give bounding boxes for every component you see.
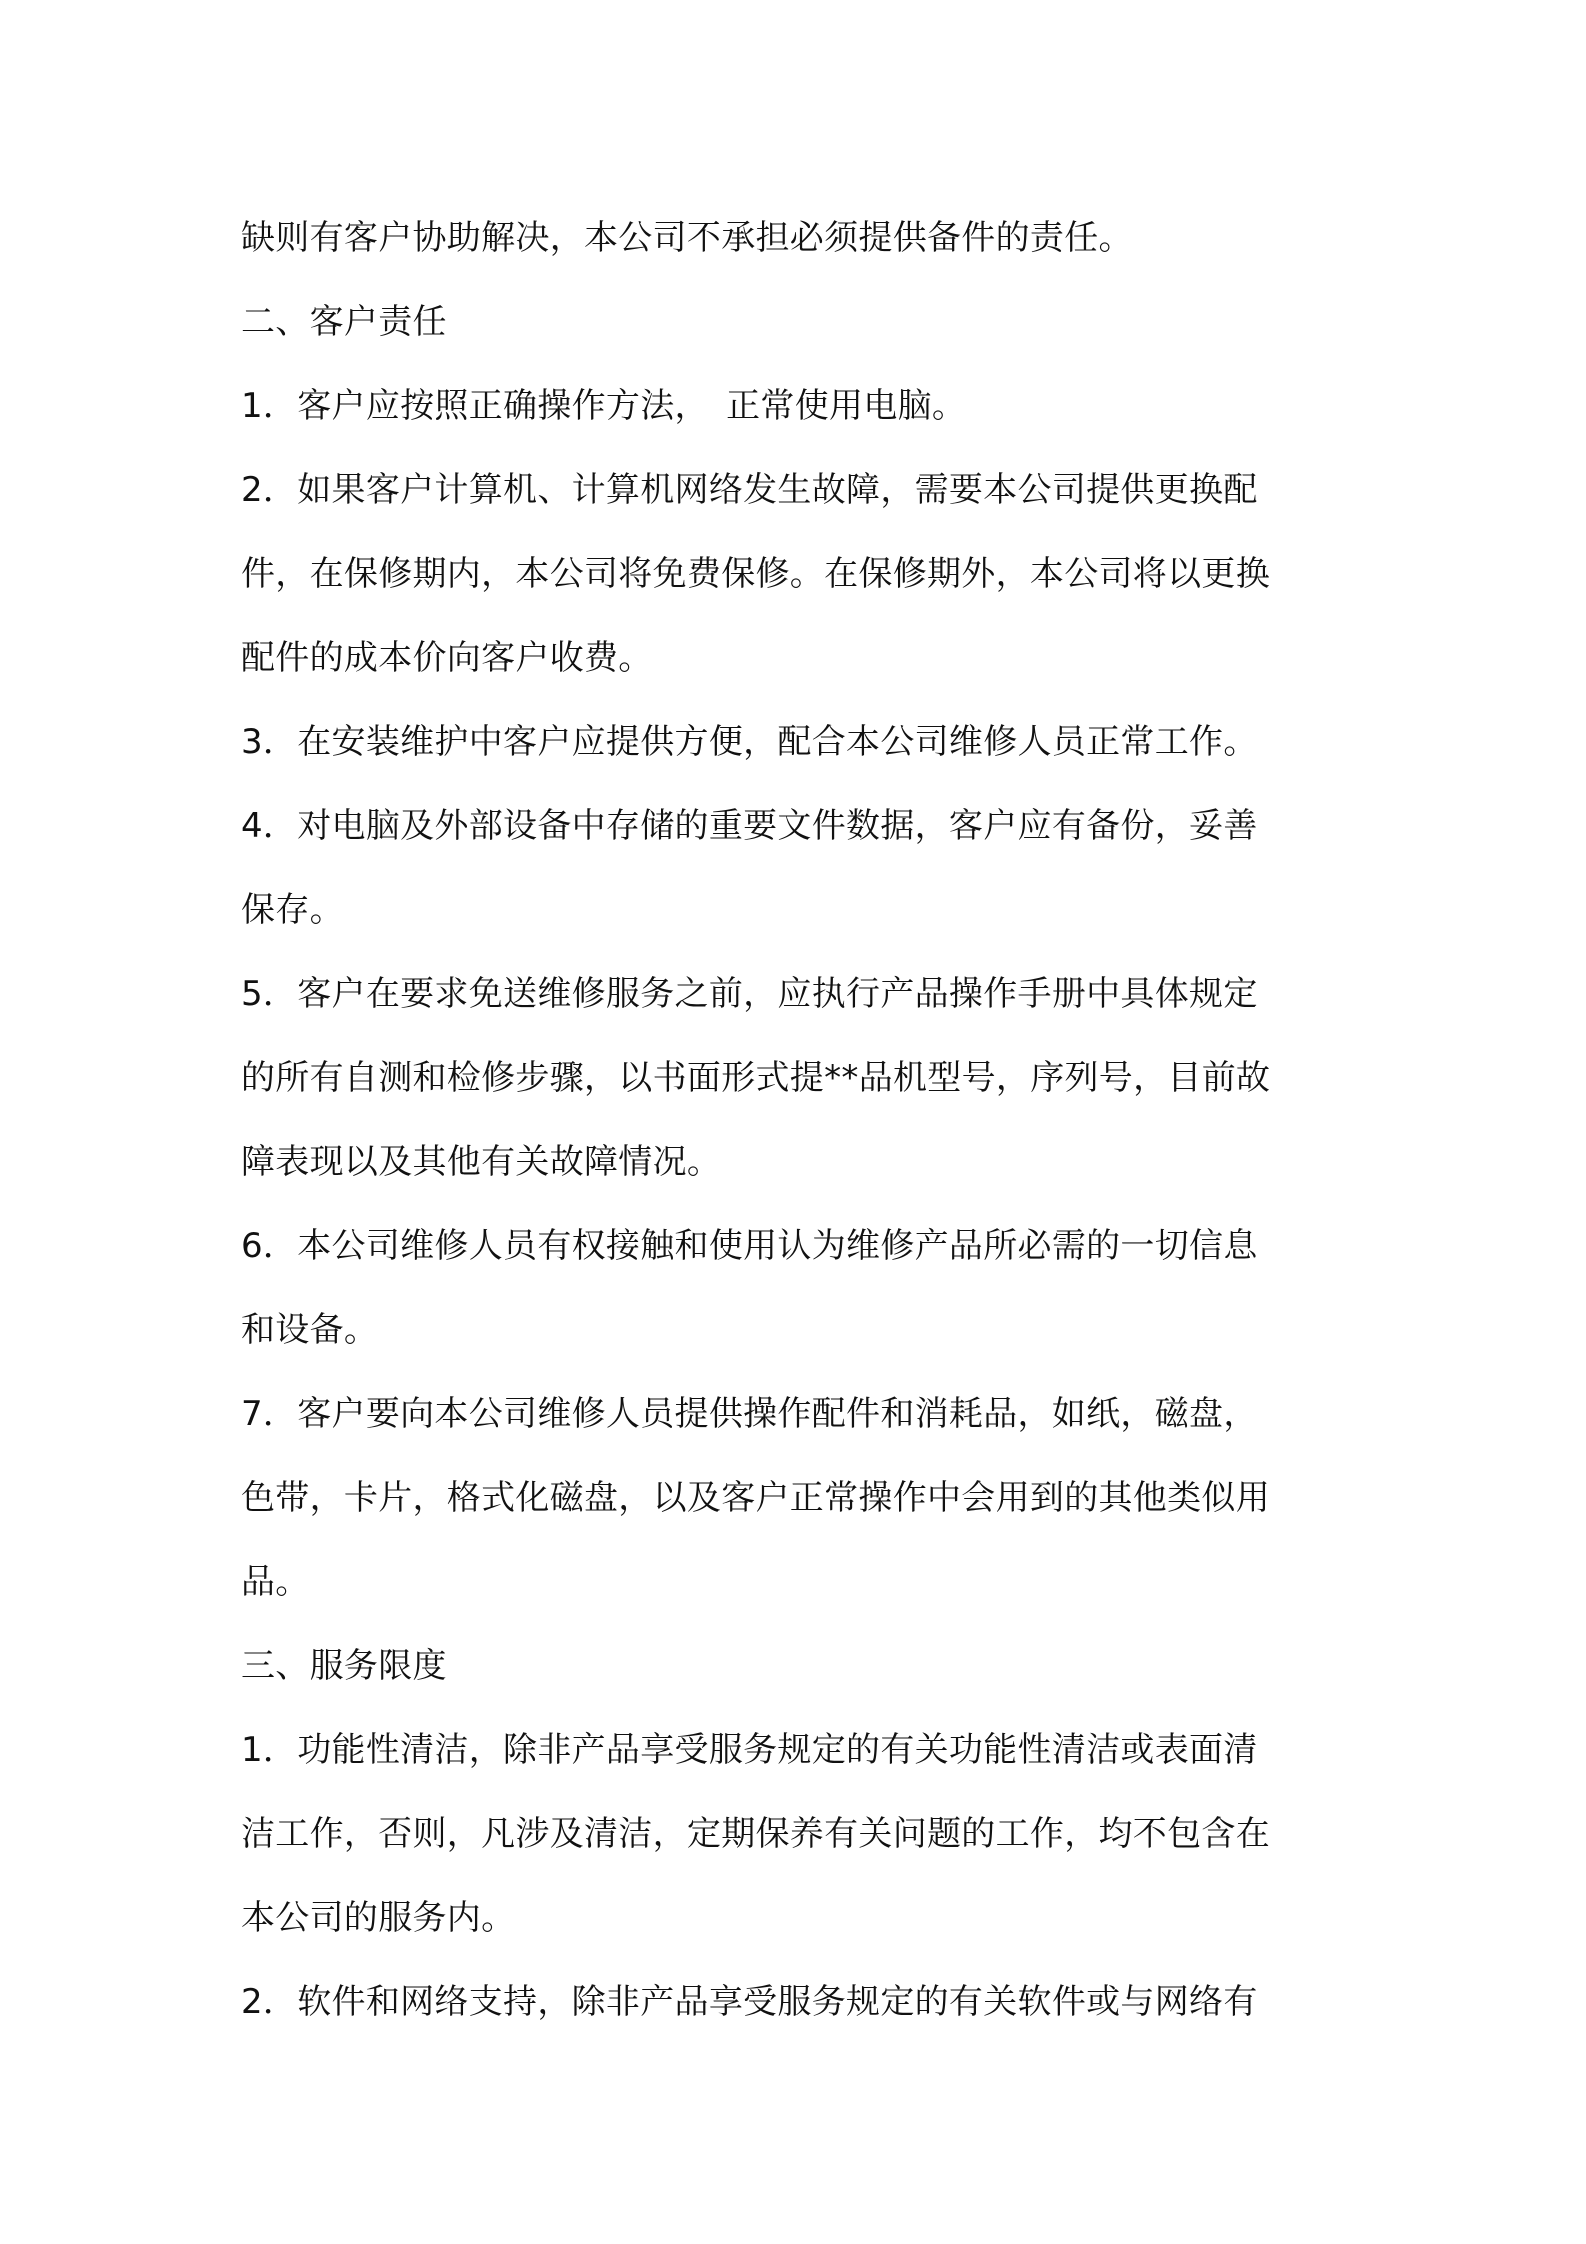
text-line: 障表现以及其他有关故障情况。 <box>241 1142 722 1182</box>
document-body <box>241 196 1361 2044</box>
text-line: 和设备。 <box>241 1310 379 1350</box>
text-line: 7．客户要向本公司维修人员提供操作配件和消耗品，如纸，磁盘， <box>241 1394 1258 1434</box>
text-line: 本公司的服务内。 <box>241 1898 516 1938</box>
text-line: 件，在保修期内，本公司将免费保修。在保修期外，本公司将以更换 <box>241 554 1270 594</box>
text-line: 色带，卡片，格式化磁盘，以及客户正常操作中会用到的其他类似用 <box>241 1478 1270 1518</box>
text-line: 保存。 <box>241 890 344 930</box>
text-line: 的所有自测和检修步骤，以书面形式提**品机型号，序列号，目前故 <box>241 1058 1271 1098</box>
text-line: 1．功能性清洁，除非产品享受服务规定的有关功能性清洁或表面清 <box>241 1730 1258 1770</box>
text-line: 3．在安装维护中客户应提供方便，配合本公司维修人员正常工作。 <box>241 722 1258 762</box>
text-line: 缺则有客户协助解决，本公司不承担必须提供备件的责任。 <box>241 218 1133 258</box>
text-line: 2．软件和网络支持，除非产品享受服务规定的有关软件或与网络有 <box>241 1982 1258 2022</box>
text-line: 品。 <box>241 1562 310 1602</box>
text-line: 6．本公司维修人员有权接触和使用认为维修产品所必需的一切信息 <box>241 1226 1258 1266</box>
text-line: 洁工作，否则，凡涉及清洁，定期保养有关问题的工作，均不包含在 <box>241 1814 1270 1854</box>
text-line: 2．如果客户计算机、计算机网络发生故障，需要本公司提供更换配 <box>241 470 1258 510</box>
section-heading: 二、客户责任 <box>241 302 447 342</box>
section-heading: 三、服务限度 <box>241 1646 447 1686</box>
text-line: 4．对电脑及外部设备中存储的重要文件数据，客户应有备份，妥善 <box>241 806 1258 846</box>
text-line: 配件的成本价向客户收费。 <box>241 638 653 678</box>
text-line: 1．客户应按照正确操作方法， 正常使用电脑。 <box>241 386 967 426</box>
text-line: 5．客户在要求免送维修服务之前，应执行产品操作手册中具体规定 <box>241 974 1258 1014</box>
